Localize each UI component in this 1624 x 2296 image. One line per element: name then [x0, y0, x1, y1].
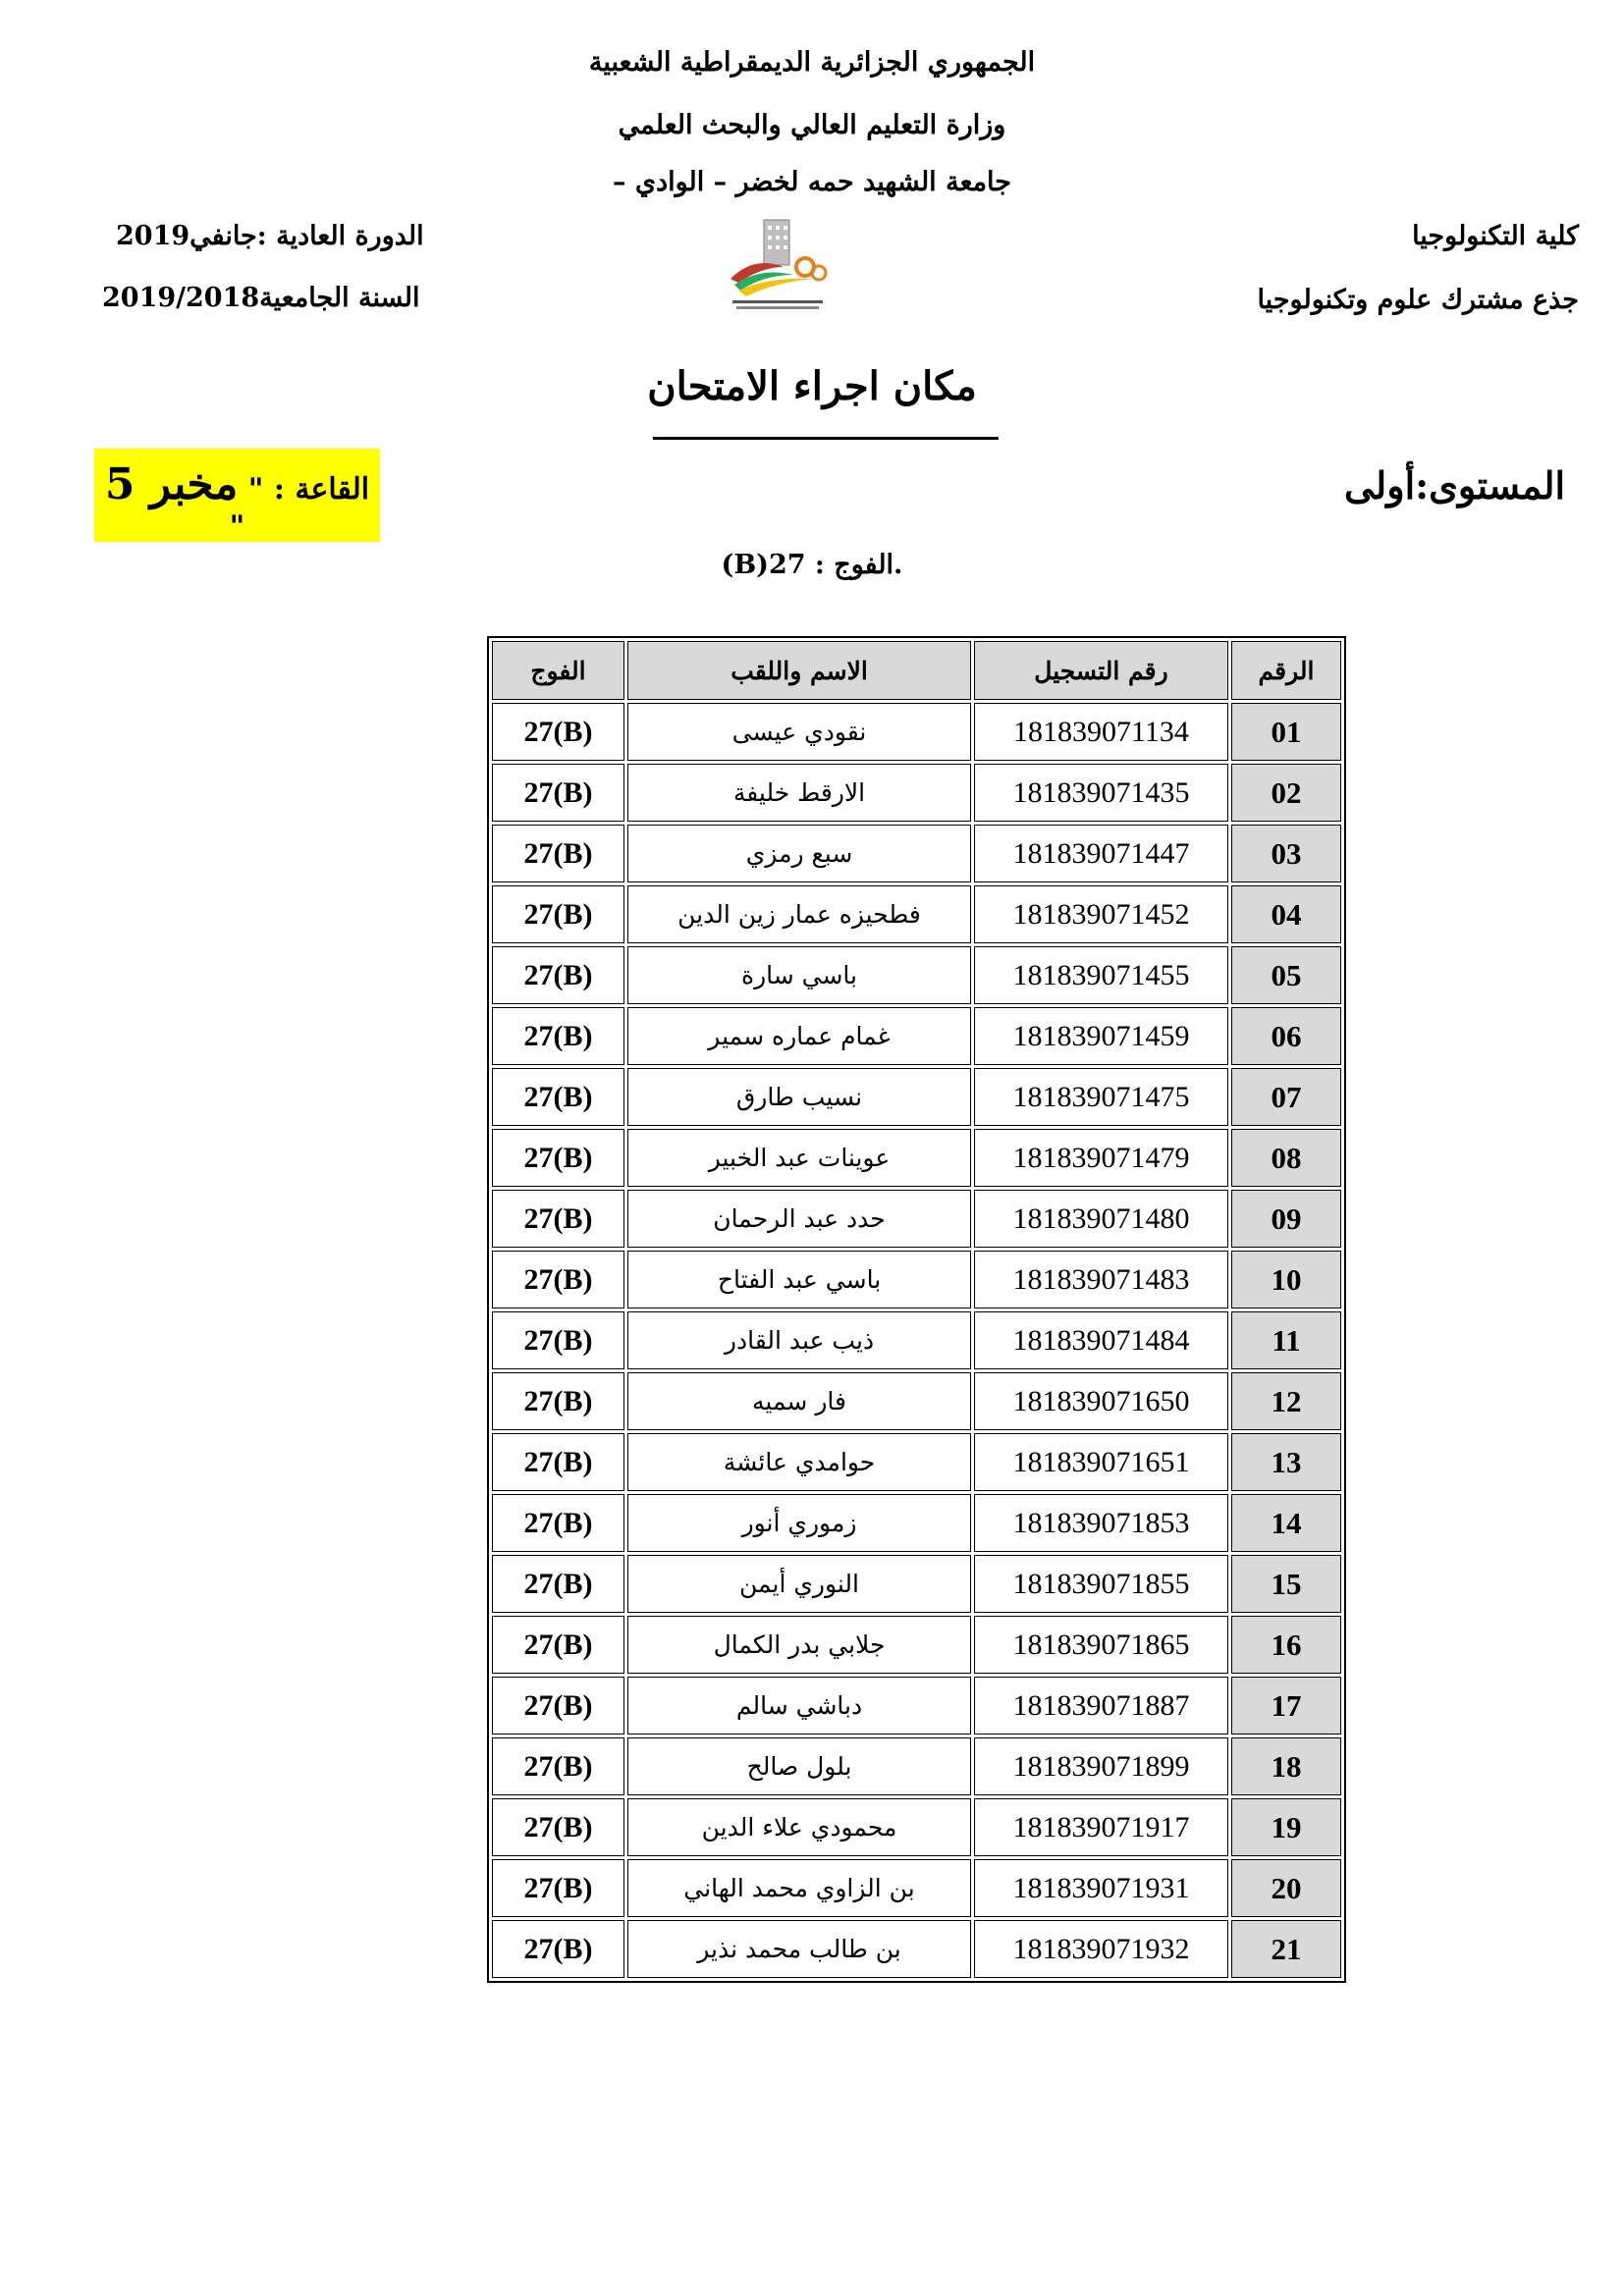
col-header-name: الاسم واللقب — [627, 641, 971, 700]
row-group: 27(B) — [492, 825, 624, 882]
row-number: 05 — [1231, 946, 1341, 1004]
row-name: حدد عبد الرحمان — [627, 1190, 971, 1248]
row-number: 13 — [1231, 1433, 1341, 1491]
row-registration: 181839071899 — [974, 1737, 1228, 1795]
col-header-registration: رقم التسجيل — [974, 641, 1228, 700]
page-title: مكان اجراء الامتحان — [647, 363, 977, 409]
row-group: 27(B) — [492, 1251, 624, 1308]
table-row — [492, 1068, 1341, 1126]
row-registration: 181839071650 — [974, 1372, 1228, 1430]
row-registration: 181839071931 — [974, 1859, 1228, 1917]
col-header-group: الفوج — [492, 641, 624, 700]
row-group: 27(B) — [492, 1798, 624, 1856]
row-number: 11 — [1231, 1311, 1341, 1369]
academic-year-label: السنة الجامعية2019/2018 — [102, 283, 420, 313]
table-row — [492, 703, 1341, 761]
table-row — [492, 764, 1341, 822]
row-number: 21 — [1231, 1920, 1341, 1978]
row-group: 27(B) — [492, 1007, 624, 1065]
table-row — [492, 1920, 1341, 1978]
row-group: 27(B) — [492, 1129, 624, 1187]
row-name: ذيب عبد القادر — [627, 1311, 971, 1369]
row-registration: 181839071455 — [974, 946, 1228, 1004]
hall-value: مخبر 5 — [104, 459, 239, 509]
table-row — [492, 1190, 1341, 1248]
row-registration: 181839071134 — [974, 703, 1228, 761]
row-name: باسي عبد الفتاح — [627, 1251, 971, 1308]
row-name: بلول صالح — [627, 1737, 971, 1795]
faculty-name: كلية التكنولوجيا — [1412, 221, 1579, 251]
table-row — [492, 1859, 1341, 1917]
row-registration: 181839071855 — [974, 1555, 1228, 1613]
row-registration: 181839071651 — [974, 1433, 1228, 1491]
row-registration: 181839071932 — [974, 1920, 1228, 1978]
row-name: محمودي علاء الدين — [627, 1798, 971, 1856]
row-group: 27(B) — [492, 703, 624, 761]
university-logo-icon — [725, 218, 831, 314]
level-label: المستوى:أولى — [1343, 463, 1565, 507]
row-name: فطحيزه عمار زين الدين — [627, 885, 971, 943]
header-university: جامعة الشهيد حمه لخضر – الوادي – — [613, 167, 1011, 197]
table-row — [492, 1251, 1341, 1308]
row-registration: 181839071475 — [974, 1068, 1228, 1126]
row-number: 07 — [1231, 1068, 1341, 1126]
table-row — [492, 1311, 1341, 1369]
row-registration: 181839071865 — [974, 1616, 1228, 1674]
row-registration: 181839071917 — [974, 1798, 1228, 1856]
row-number: 19 — [1231, 1798, 1341, 1856]
row-group: 27(B) — [492, 1920, 624, 1978]
row-group: 27(B) — [492, 946, 624, 1004]
table-row — [492, 1555, 1341, 1613]
row-name: زموري أنور — [627, 1494, 971, 1552]
row-number: 02 — [1231, 764, 1341, 822]
row-name: بن الزاوي محمد الهاني — [627, 1859, 971, 1917]
group-label: .الفوج : 27(B) — [721, 550, 903, 580]
table-row — [492, 946, 1341, 1004]
table-row — [492, 1129, 1341, 1187]
table-row — [492, 1616, 1341, 1674]
table-row — [492, 1798, 1341, 1856]
row-number: 18 — [1231, 1737, 1341, 1795]
row-name: باسي سارة — [627, 946, 971, 1004]
row-number: 06 — [1231, 1007, 1341, 1065]
row-group: 27(B) — [492, 1677, 624, 1735]
row-number: 15 — [1231, 1555, 1341, 1613]
department-name: جذع مشترك علوم وتكنولوجيا — [1257, 285, 1579, 315]
row-group: 27(B) — [492, 1190, 624, 1248]
row-name: فار سميه — [627, 1372, 971, 1430]
title-underline — [653, 437, 999, 440]
row-group: 27(B) — [492, 1737, 624, 1795]
row-name: نقودي عيسى — [627, 703, 971, 761]
row-group: 27(B) — [492, 764, 624, 822]
table-row — [492, 1494, 1341, 1552]
row-name: حوامدي عائشة — [627, 1433, 971, 1491]
row-number: 09 — [1231, 1190, 1341, 1248]
row-number: 03 — [1231, 825, 1341, 882]
row-name: جلابي بدر الكمال — [627, 1616, 971, 1674]
table-row — [492, 1677, 1341, 1735]
row-group: 27(B) — [492, 1555, 624, 1613]
row-number: 10 — [1231, 1251, 1341, 1308]
row-registration: 181839071452 — [974, 885, 1228, 943]
row-registration: 181839071479 — [974, 1129, 1228, 1187]
row-number: 20 — [1231, 1859, 1341, 1917]
col-header-number: الرقم — [1231, 641, 1341, 700]
row-group: 27(B) — [492, 1068, 624, 1126]
row-number: 01 — [1231, 703, 1341, 761]
table-row — [492, 1007, 1341, 1065]
table-row — [492, 825, 1341, 882]
table-row — [492, 1737, 1341, 1795]
row-number: 04 — [1231, 885, 1341, 943]
table-header-row — [492, 641, 1341, 700]
row-number: 12 — [1231, 1372, 1341, 1430]
students-table — [487, 636, 1346, 1983]
row-group: 27(B) — [492, 1433, 624, 1491]
row-name: عوينات عبد الخبير — [627, 1129, 971, 1187]
hall-prefix: القاعة : " — [247, 472, 370, 507]
row-number: 16 — [1231, 1616, 1341, 1674]
row-number: 17 — [1231, 1677, 1341, 1735]
row-registration: 181839071484 — [974, 1311, 1228, 1369]
row-group: 27(B) — [492, 1494, 624, 1552]
row-registration: 181839071480 — [974, 1190, 1228, 1248]
row-name: الارقط خليفة — [627, 764, 971, 822]
hall-suffix: " — [229, 509, 245, 544]
row-registration: 181839071853 — [974, 1494, 1228, 1552]
row-group: 27(B) — [492, 1311, 624, 1369]
row-number: 14 — [1231, 1494, 1341, 1552]
row-group: 27(B) — [492, 1859, 624, 1917]
table-row — [492, 1372, 1341, 1430]
table-row — [492, 885, 1341, 943]
row-name: بن طالب محمد نذير — [627, 1920, 971, 1978]
row-name: دباشي سالم — [627, 1677, 971, 1735]
row-registration: 181839071483 — [974, 1251, 1228, 1308]
row-registration: 181839071459 — [974, 1007, 1228, 1065]
session-label: الدورة العادية :جانفي2019 — [116, 221, 424, 251]
row-group: 27(B) — [492, 885, 624, 943]
row-name: نسيب طارق — [627, 1068, 971, 1126]
header-republic: الجمهوري الجزائرية الديمقراطية الشعبية — [588, 47, 1036, 78]
row-name: سبع رمزي — [627, 825, 971, 882]
row-name: غمام عماره سمير — [627, 1007, 971, 1065]
row-number: 08 — [1231, 1129, 1341, 1187]
header-ministry: وزارة التعليم العالي والبحث العلمي — [618, 110, 1006, 140]
row-group: 27(B) — [492, 1372, 624, 1430]
row-group: 27(B) — [492, 1616, 624, 1674]
hall-label — [94, 459, 380, 544]
row-name: النوري أيمن — [627, 1555, 971, 1613]
table-row — [492, 1433, 1341, 1491]
row-registration: 181839071887 — [974, 1677, 1228, 1735]
row-registration: 181839071435 — [974, 764, 1228, 822]
row-registration: 181839071447 — [974, 825, 1228, 882]
